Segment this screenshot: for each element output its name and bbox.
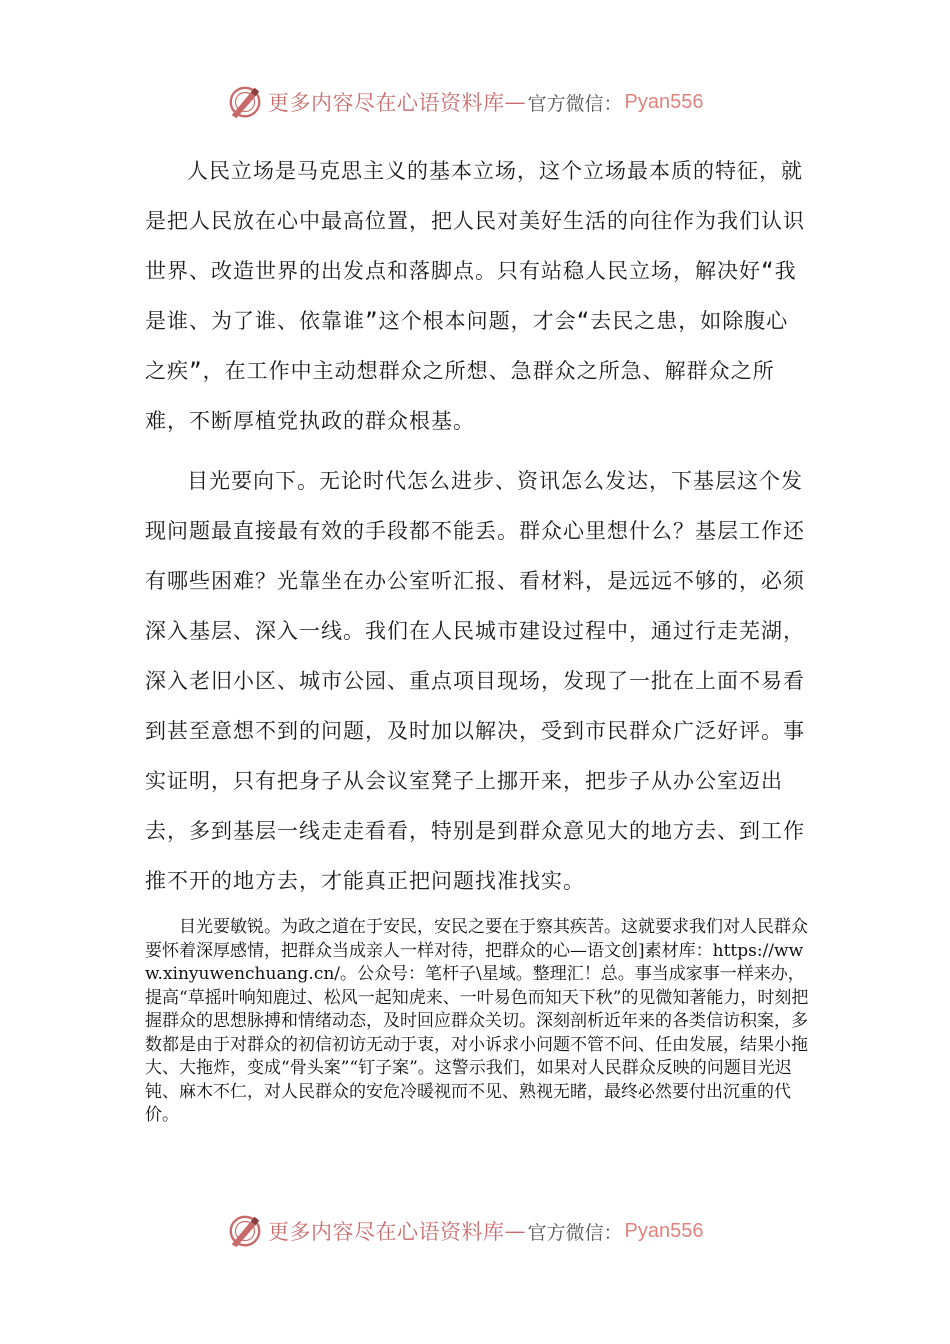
paragraph-look-sharp: 目光要敏锐。为政之道在于安民，安民之要在于察其疾苦。这就要求我们对人民群众要怀着深厚感情，把群众当成亲人一样对待，把群众的心—语文创]素材库：https://www.xinyuwenchuang.cn/。公众号：笔杆子\星域。整理汇！总。事当成家事一样来办，提高“草摇叶响知鹿过、松风一起知虎来、一叶易色而知天下秋”的见微知著能力，时刻把握群众的思想脉搏和情绪动态，及时回应群众关切。深刻剖析近年来的各类信访积案，多数都是由于对群众的初信初访无动于衷，对小诉求小问题不管不问、任由发展，结果小拖大、大拖炸，变成“骨头案”“钉子案”。这警示我们，如果对人民群众反映的问题目光迟钝、麻木不仁，对人民群众的安危冷暖视而不见、熟视无睹，最终必然要付出沉重的代价。 [145,917,809,1125]
header-wechat-label: 官方微信： [527,92,623,115]
pen-logo-icon [226,1212,264,1250]
header-wechat-id: Pyan556 [624,90,704,113]
footer-wechat-id: Pyan556 [624,1219,704,1242]
footer-dash: — [504,1219,526,1243]
footer-banner [226,1211,726,1251]
header-site-text: 更多内容尽在心语资料库 [268,91,505,115]
paragraph-people-stance: 人民立场是马克思主义的基本立场，这个立场最本质的特征，就是把人民放在心中最高位置，把人民对美好生活的向往作为我们认识世界、改造世界的出发点和落脚点。只有站稳人民立场，解决好“我是谁、为了谁、依靠谁”这个根本问题，才会“去民之患，如除腹心之疾”，在工作中主动想群众之所想、急群众之所急、解群众之所难，不断厚植党执政的群众根基。 [145,159,805,433]
header-banner [226,82,726,122]
footer-wechat-label: 官方微信： [527,1221,623,1244]
footer-site-text: 更多内容尽在心语资料库 [268,1220,505,1244]
pen-logo-icon [226,83,264,121]
paragraph-look-down: 目光要向下。无论时代怎么进步、资讯怎么发达，下基层这个发现问题最直接最有效的手段都不能丢。群众心里想什么？基层工作还有哪些困难？光靠坐在办公室听汇报、看材料，是远远不够的，必须深入基层、深入一线。我们在人民城市建设过程中，通过行走芜湖，深入老旧小区、城市公园、重点项目现场，发现了一批在上面不易看到甚至意想不到的问题，及时加以解决，受到市民群众广泛好评。事实证明，只有把身子从会议室凳子上挪开来，把步子从办公室迈出去，多到基层一线走走看看，特别是到群众意见大的地方去、到工作推不开的地方去，才能真正把问题找准找实。 [145,469,805,893]
header-dash: — [504,90,526,114]
